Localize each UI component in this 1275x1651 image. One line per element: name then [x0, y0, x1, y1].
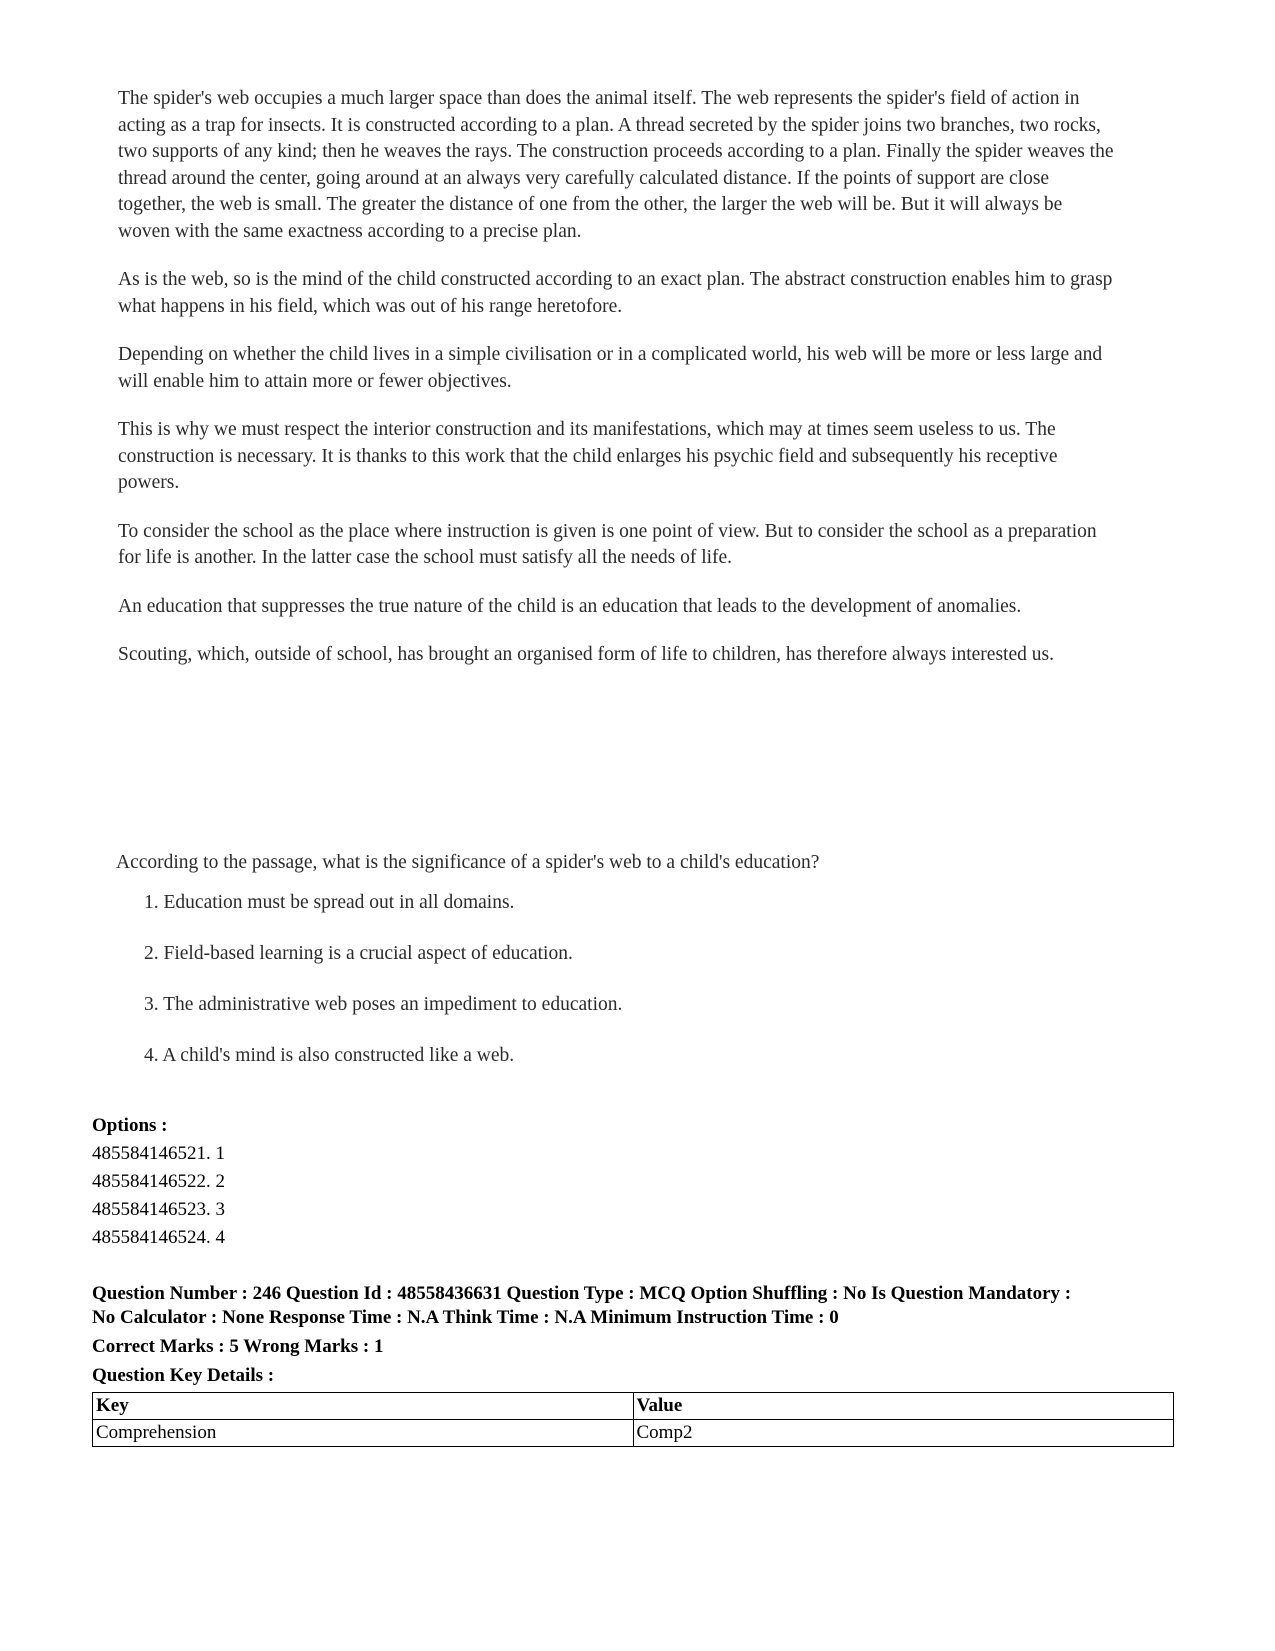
header-value: Value [633, 1393, 1174, 1420]
question-block [116, 850, 1116, 1066]
option-item: 485584146522. 2 [92, 1171, 225, 1192]
key-details-table [92, 1392, 1174, 1447]
passage-paragraph-1: The spider's web occupies a much larger space than does the animal itself. The web represents the spider's field of action in acting as a trap for insects. It is constructed according to a plan. A thread secreted by the spider joins two branches, two rocks, two supports of any kind; then he weaves the rays. The construction proceeds according to a plan. Finally the spider weaves the thread around the center, going around at an always very carefully calculated distance. If the points of support are close together, the web is small. The greater the distance of one from the other, the larger the web will be. But it will always be woven with the same exactness according to a precise plan. [118, 88, 1114, 242]
marks-line: Correct Marks : 5 Wrong Marks : 1 [92, 1336, 384, 1357]
choice-3: 3. The administrative web poses an impediment to education. [144, 994, 623, 1015]
passage-paragraph-3: Depending on whether the child lives in a simple civilisation or in a complicated world, his web will be more or less large and will enable him to attain more or fewer objectives. [118, 344, 1103, 392]
option-item: 485584146521. 1 [92, 1143, 225, 1164]
choice-4: 4. A child's mind is also constructed like a web. [144, 1045, 515, 1066]
table-header-row [93, 1393, 1174, 1420]
option-item: 485584146523. 3 [92, 1199, 225, 1220]
passage-paragraph-2: As is the web, so is the mind of the child constructed according to an exact plan. The abstract construction enables him to grasp what happens in his field, which was out of his range heretofore. [118, 269, 1113, 317]
header-key: Key [93, 1393, 634, 1420]
passage-image [118, 86, 1118, 691]
options-block [92, 1112, 225, 1252]
question-text: According to the passage, what is the significance of a spider's web to a child's education? [116, 852, 820, 873]
choice-1: 1. Education must be spread out in all domains. [144, 892, 515, 913]
cell-value: Comp2 [633, 1420, 1174, 1447]
table-row [93, 1420, 1174, 1447]
meta-line-2: No Calculator : None Response Time : N.A Think Time : N.A Minimum Instruction Time : 0 [92, 1307, 839, 1328]
option-item: 485584146524. 4 [92, 1227, 225, 1248]
meta-line-1: Question Number : 246 Question Id : 48558436631 Question Type : MCQ Option Shuffling : No Is Question Mandatory : [92, 1283, 1072, 1304]
key-details-heading: Question Key Details : [92, 1365, 275, 1386]
passage-paragraph-5: To consider the school as the place where instruction is given is one point of view. But to consider the school as a preparation for life is another. In the latter case the school must satisfy all the needs of life. [118, 520, 1097, 568]
passage-paragraph-4: This is why we must respect the interior construction and its manifestations, which may at times seem useless to us. The construction is necessary. It is thanks to this work that the child enlarges his psychic field and subsequently his receptive powers. [118, 419, 1058, 493]
question-meta [92, 1282, 1192, 1388]
choice-2: 2. Field-based learning is a crucial aspect of education. [144, 943, 573, 964]
passage-paragraph-6: An education that suppresses the true nature of the child is an education that leads to the development of anomalies. [118, 595, 1022, 617]
cell-key: Comprehension [93, 1420, 634, 1447]
passage-paragraph-7: Scouting, which, outside of school, has brought an organised form of life to children, has therefore always interested us. [118, 644, 1054, 665]
options-heading: Options : [92, 1115, 168, 1136]
